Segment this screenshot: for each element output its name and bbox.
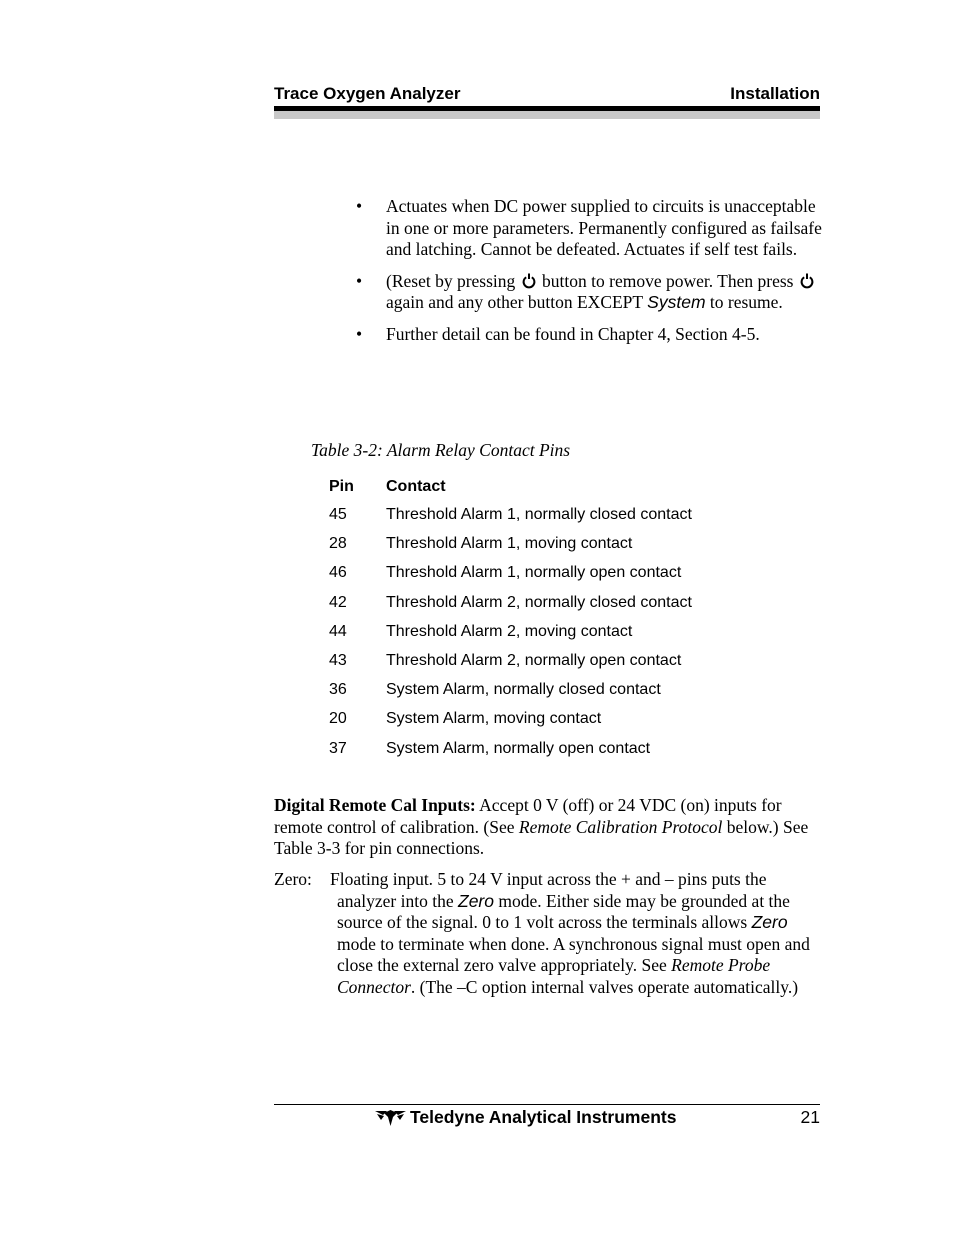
pin-cell: 42 <box>329 593 347 611</box>
pin-cell: 44 <box>329 622 347 640</box>
zero-mode-name: Zero <box>751 912 788 932</box>
pin-cell: 46 <box>329 564 347 582</box>
zero-mode-name: Zero <box>458 890 494 911</box>
bullet-item <box>356 271 826 314</box>
zero-text-part: mode. Either side may be grounded at the source of the signal. 0 to 1 volt across the terminals allows <box>337 890 790 932</box>
teledyne-logo-icon <box>374 1109 407 1127</box>
company-name: Teledyne Analytical Instruments <box>410 1107 677 1127</box>
zero-text <box>330 869 823 998</box>
contact-cell: System Alarm, normally open contact <box>386 739 651 757</box>
contact-cell: Threshold Alarm 2, moving contact <box>386 622 633 640</box>
bullet-text: Actuates when DC power supplied to circuits is unacceptable in one or more parameters. Permanently configured as failsafe and latching. Cannot be defeated. Actuates if self test fails. <box>386 196 822 259</box>
pin-cell: 28 <box>329 535 347 553</box>
table-caption: Table 3-2: Alarm Relay Contact Pins <box>311 440 571 460</box>
section-title: Installation <box>730 84 820 103</box>
system-button-name: System <box>647 292 706 312</box>
bullet-text: again and any other button EXCEPT <box>386 292 643 312</box>
page-number: 21 <box>800 1107 820 1127</box>
bullet-item <box>356 196 826 261</box>
footer-rule <box>274 1104 820 1105</box>
pin-cell: 20 <box>329 710 347 728</box>
contact-cell: Threshold Alarm 1, moving contact <box>386 535 633 553</box>
bullet-text: button to remove power. Then press <box>542 270 794 291</box>
column-header-pin: Pin <box>329 478 354 495</box>
bullet-text: Further detail can be found in Chapter 4, Section 4-5. <box>386 323 760 344</box>
pin-cell: 36 <box>329 681 347 699</box>
column-header-contact: Contact <box>386 478 446 495</box>
zero-text-part: . (The –C option internal valves operate automatically.) <box>410 976 799 997</box>
power-button-icon <box>800 273 814 289</box>
bullet-text: (Reset by pressing <box>386 270 516 291</box>
paragraph-text: below.) See Table 3-3 for pin connections. <box>274 816 809 858</box>
pin-cell: 37 <box>329 739 347 757</box>
contact-cell: Threshold Alarm 2, normally closed contact <box>386 593 692 611</box>
bullet-list <box>356 196 826 355</box>
zero-label: Zero: <box>274 869 312 889</box>
header-shadow-rule <box>274 111 820 119</box>
bullet-mark: • <box>356 196 363 216</box>
paragraph-heading: Digital Remote Cal Inputs: <box>274 795 476 815</box>
contact-cell: Threshold Alarm 1, normally closed contact <box>386 506 692 523</box>
zero-text-part: Floating input. 5 to 24 V input across the + and – pins puts the analyzer into the <box>330 869 767 911</box>
power-button-icon <box>522 273 536 289</box>
document-title: Trace Oxygen Analyzer <box>274 84 461 103</box>
paragraph-text: Accept 0 V (off) or 24 VDC (on) inputs for remote control of calibration. (See <box>274 795 782 837</box>
cross-reference: Remote Calibration Protocol <box>518 816 723 837</box>
contact-cell: Threshold Alarm 1, normally open contact <box>386 564 682 582</box>
page-header <box>274 84 820 106</box>
zero-text-part: mode to terminate when done. A synchronous signal must open and close the external zero valve appropriately. See <box>337 933 810 975</box>
pin-cell: 45 <box>329 506 347 523</box>
cross-reference: Remote Probe Connector <box>337 955 771 997</box>
bullet-text: to resume. <box>709 292 783 312</box>
bullet-mark: • <box>356 270 363 291</box>
contact-cell: Threshold Alarm 2, normally open contact <box>386 651 682 669</box>
contact-cell: System Alarm, normally closed contact <box>386 681 661 699</box>
bullet-item <box>356 324 826 346</box>
digital-remote-paragraph <box>274 795 826 860</box>
page-footer <box>374 1107 820 1131</box>
pin-cell: 43 <box>329 651 347 669</box>
bullet-mark: • <box>356 323 363 344</box>
contact-cell: System Alarm, moving contact <box>386 710 602 728</box>
